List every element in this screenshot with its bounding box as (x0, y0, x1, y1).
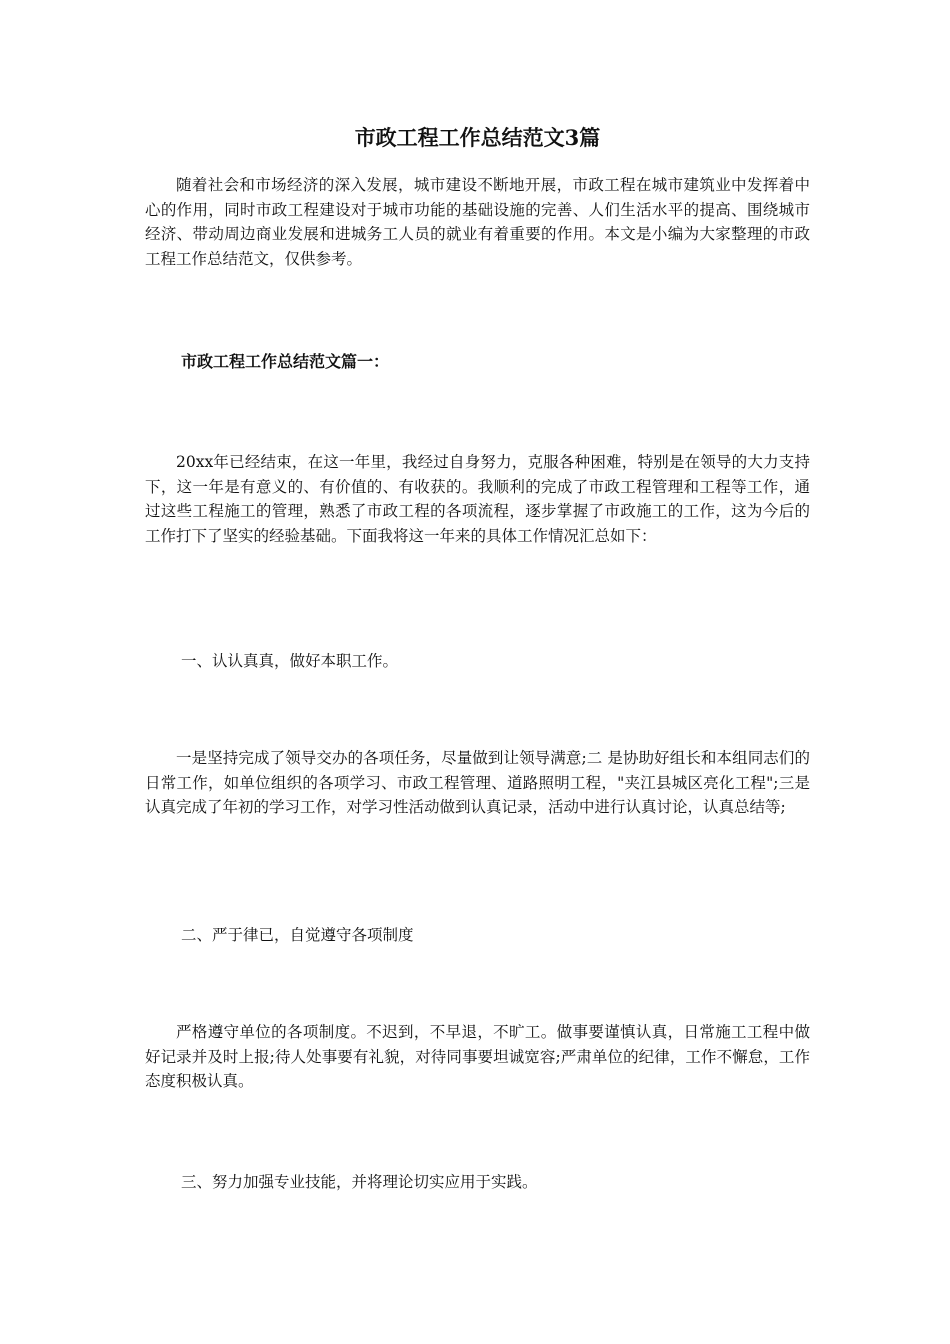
intro-paragraph: 随着社会和市场经济的深入发展，城市建设不断地开展，市政工程在城市建筑业中发挥着中心的作用，同时市政工程建设对于城市功能的基础设施的完善、人们生活水平的提高、围绕城市经济、带动周边商业发展和进城务工人员的就业有着重要的作用。本文是小编为大家整理的市政工程工作总结范文，仅供参考。 (145, 176, 810, 268)
body-paragraph-1: 20xx年已经结束，在这一年里，我经过自身努力，克服各种困难，特别是在领导的大力支持下，这一年是有意义的、有价值的、有收获的。我顺利的完成了市政工程管理和工程等工作，通过这些工程施工的管理，熟悉了市政工程的各项流程，逐步掌握了市政施工的工作，这为今后的工作打下了坚实的经验基础。下面我将这一年来的具体工作情况汇总如下： (145, 453, 810, 545)
document-title: 市政工程工作总结范文3篇 (354, 125, 601, 150)
body-paragraph-2: 一是坚持完成了领导交办的各项任务，尽量做到让领导满意;二 是协助好组长和本组同志们的日常工作，如单位组织的各项学习、市政工程管理、道路照明工程，"夹江县城区亮化工程";三是认真完成了年初的学习工作，对学习性活动做到认真记录，活动中进行认真讨论，认真总结等; (145, 749, 810, 816)
section-heading-1: 市政工程工作总结范文篇一： (181, 352, 390, 371)
list-item-2: 二、严于律已，自觉遵守各项制度 (181, 926, 414, 944)
list-item-3: 三、努力加强专业技能，并将理论切实应用于实践。 (181, 1173, 538, 1191)
body-paragraph-3: 严格遵守单位的各项制度。不迟到，不早退，不旷工。做事要谨慎认真，日常施工工程中做好记录并及时上报;待人处事要有礼貌，对待同事要坦诚宽容;严肃单位的纪律，工作不懈怠，工作态度积极认真。 (145, 1023, 810, 1090)
document-page (145, 0, 810, 1344)
list-item-1: 一、认认真真，做好本职工作。 (181, 652, 399, 670)
